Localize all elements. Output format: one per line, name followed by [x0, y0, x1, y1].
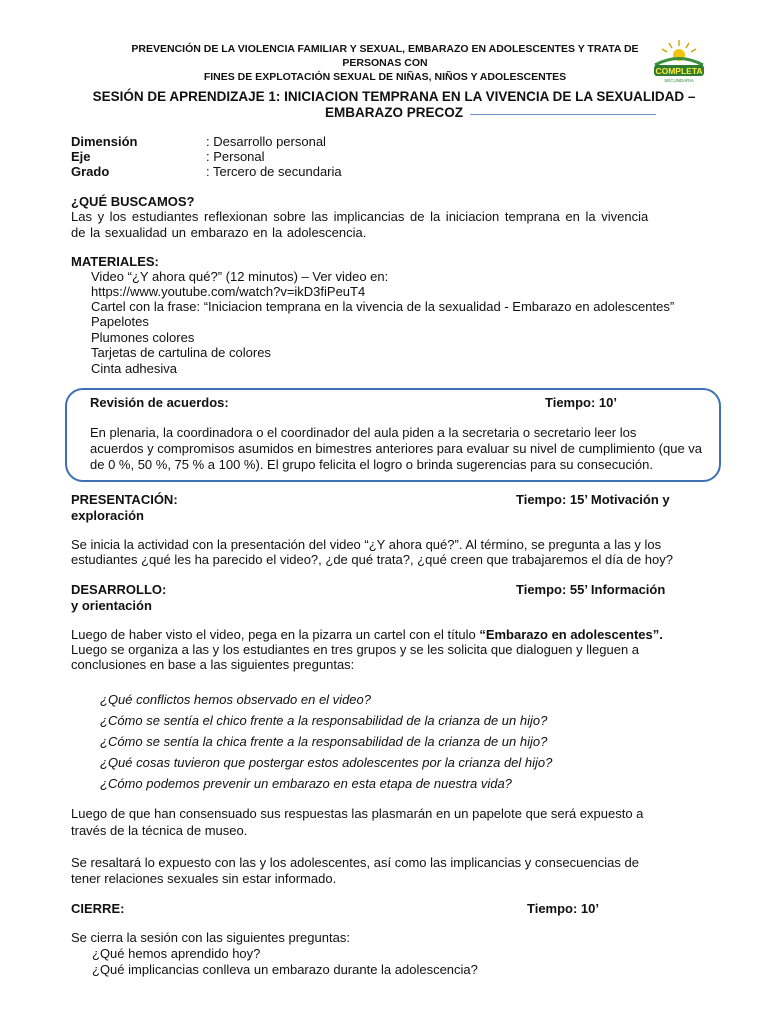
- question-item: ¿Cómo se sentía el chico frente a la responsabilidad de la crianza de un hijo?: [100, 713, 548, 728]
- desarrollo-subheading: y orientación: [71, 598, 152, 613]
- title-line-1: SESIÓN DE APRENDIZAJE 1: INICIACION TEMPRANA EN LA VIVENCIA DE LA SEXUALIDAD –: [92, 89, 696, 104]
- question-item: ¿Cómo podemos prevenir un embarazo en esta etapa de nuestra vida?: [100, 776, 512, 791]
- video-link[interactable]: https://www.youtube.com/watch?v=ikD3fiPeuT4: [91, 284, 366, 299]
- cierre-question: ¿Qué hemos aprendido hoy?: [92, 946, 261, 961]
- revision-line-2: acuerdos y compromisos asumidos en bimestres anteriores para evaluar su nivel de cumplimiento (que va: [90, 441, 703, 456]
- buscamos-text-line-2: de la sexualidad un embarazo en la adolescencia.: [71, 225, 367, 240]
- header-line-2: FINES DE EXPLOTACIÓN SEXUAL DE NIÑAS, NIÑOS Y ADOLESCENTES: [203, 71, 567, 83]
- meta-label: Dimensión: [71, 134, 138, 149]
- title-underline: [470, 114, 656, 115]
- materials-item: Cartel con la frase: “Iniciacion temprana en la vivencia de la sexualidad - Embarazo en adolescentes”: [91, 299, 675, 314]
- presentacion-line-2: estudiantes ¿qué les ha parecido el video?, ¿de qué trata?, ¿qué creen que trabajaremos el día de hoy?: [71, 552, 673, 567]
- meta-label: Grado: [71, 164, 110, 179]
- materials-item: Cinta adhesiva: [91, 361, 177, 376]
- meta-value: : Desarrollo personal: [206, 134, 326, 149]
- desarrollo-p3-line-1: Se resaltará lo expuesto con las y los adolescentes, así como las implicancias y consecuencias de: [71, 855, 639, 870]
- svg-text:SECUNDARIA: SECUNDARIA: [664, 78, 694, 83]
- meta-label: Eje: [71, 149, 91, 164]
- revision-line-3: de 0 %, 50 %, 75 % a 100 %). El grupo felicita el logro o brinda sugerencias para su consecución.: [90, 457, 653, 472]
- materials-item: Tarjetas de cartulina de colores: [91, 345, 271, 360]
- question-item: ¿Qué conflictos hemos observado en el video?: [100, 692, 371, 707]
- materiales-heading: MATERIALES:: [71, 254, 159, 269]
- question-item: ¿Cómo se sentía la chica frente a la responsabilidad de la crianza de un hijo?: [100, 734, 548, 749]
- desarrollo-p1-line-3: conclusiones en base a las siguientes preguntas:: [71, 657, 355, 672]
- school-logo: [650, 38, 708, 84]
- question-item: ¿Qué cosas tuvieron que postergar estos adolescentes por la crianza del hijo?: [100, 755, 553, 770]
- cierre-intro: Se cierra la sesión con las siguientes preguntas:: [71, 930, 350, 945]
- cierre-time: Tiempo: 10’: [527, 901, 600, 916]
- desarrollo-p3-line-2: tener relaciones sexuales sin estar informado.: [71, 871, 337, 886]
- cierre-question: ¿Qué implicancias conlleva un embarazo durante la adolescencia?: [92, 962, 478, 977]
- desarrollo-p1-line-2: Luego se organiza a las y los estudiantes en tres grupos y se les solicita que dialoguen y lleguen a: [71, 642, 640, 657]
- meta-value: : Tercero de secundaria: [206, 164, 342, 179]
- page-title: [70, 89, 718, 121]
- buscamos-heading: ¿QUÉ BUSCAMOS?: [71, 194, 195, 209]
- document-header: [110, 42, 660, 84]
- desarrollo-p2-line-1: Luego de que han consensuado sus respuestas las plasmarán en un papelote que será expuesto a: [71, 806, 644, 821]
- svg-text:COMPLETA: COMPLETA: [655, 66, 703, 76]
- materials-item: Plumones colores: [91, 330, 195, 345]
- revision-line-1: En plenaria, la coordinadora o el coordinador del aula piden a la secretaria o secretario leer los: [90, 425, 637, 440]
- presentacion-line-1: Se inicia la actividad con la presentación del video “¿Y ahora qué?”. Al término, se pregunta a las y los: [71, 537, 662, 552]
- meta-value: : Personal: [206, 149, 265, 164]
- presentacion-heading: PRESENTACIÓN:: [71, 492, 178, 507]
- title-line-2: EMBARAZO PRECOZ: [325, 105, 463, 120]
- header-line-1: PREVENCIÓN DE LA VIOLENCIA FAMILIAR Y SEXUAL, EMBARAZO EN ADOLESCENTES Y TRATA DE PERSONAS CON: [131, 43, 639, 69]
- revision-time: Tiempo: 10’: [545, 395, 618, 410]
- presentacion-subheading: exploración: [71, 508, 144, 523]
- materials-item: Papelotes: [91, 314, 149, 329]
- cierre-heading: CIERRE:: [71, 901, 125, 916]
- desarrollo-p2-line-2: través de la técnica de museo.: [71, 823, 248, 838]
- buscamos-text-line-1: Las y los estudiantes reflexionan sobre las implicancias de la iniciacion temprana en la vivencia: [71, 209, 649, 224]
- materials-item: Video “¿Y ahora qué?” (12 minutos) – Ver video en:: [91, 269, 389, 284]
- desarrollo-heading: DESARROLLO:: [71, 582, 167, 597]
- desarrollo-time: Tiempo: 55’ Información: [516, 582, 666, 597]
- revision-heading: Revisión de acuerdos:: [90, 395, 229, 410]
- presentacion-time: Tiempo: 15’ Motivación y: [516, 492, 670, 507]
- desarrollo-p1-line-1: Luego de haber visto el video, pega en la pizarra un cartel con el título “Embarazo en adolescentes”.: [71, 627, 663, 642]
